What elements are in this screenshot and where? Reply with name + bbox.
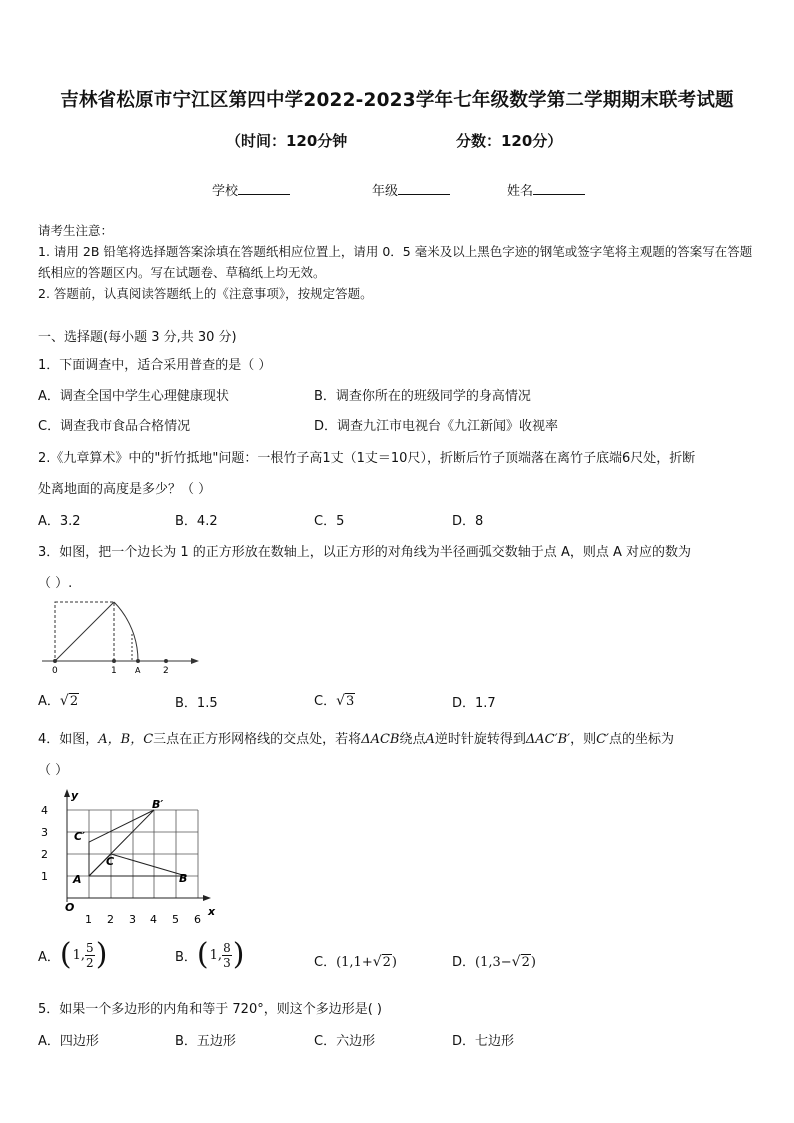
q4-option-c[interactable]: C．(1,1+√2): [314, 954, 397, 970]
q2-option-a[interactable]: A．3.2: [38, 514, 81, 529]
q4-option-b[interactable]: B． ( 1 , $\frac{8}{3}$ ): [175, 937, 245, 972]
q5-stem: 5．如果一个多边形的内角和等于 720°，则这个多边形是( ): [38, 1002, 382, 1017]
q4-option-d-pre: (1,3−: [475, 955, 512, 970]
q3-label-1: 1: [111, 666, 117, 676]
q4-stem-line1: [38, 728, 674, 747]
q1-option-d[interactable]: D．调查九江市电视台《九江新闻》收视率: [314, 419, 559, 434]
q3-stem-line1: 3．如图，把一个边长为 1 的正方形放在数轴上，以正方形的对角线为半径画弧交数轴于点 A，则点 A 对应的数为: [38, 545, 691, 560]
notice-item-2: 2. 答题前，认真阅读答题纸上的《注意事项》，按规定答题。: [38, 286, 373, 301]
q4-stem-line2: （ ）: [38, 763, 69, 778]
q3-dot-a: [136, 659, 140, 663]
q4-text-f: 点的坐标为: [609, 732, 675, 747]
q3-dot-1: [112, 659, 116, 663]
q4-option-a-fraction: [85, 941, 95, 970]
q5-option-d[interactable]: D．七边形: [452, 1034, 515, 1049]
q3-option-c-radicand: 3: [346, 694, 355, 709]
q4-ytick-2: 2: [41, 848, 48, 861]
q4-option-c-post: ): [391, 955, 397, 970]
q2-option-b[interactable]: B．4.2: [175, 514, 218, 529]
q4-label-b-prime: B′: [152, 798, 164, 811]
q4-option-b-den: 3: [223, 955, 231, 970]
q4-y-label: y: [71, 789, 79, 802]
q3-option-c-label: C．: [314, 694, 337, 709]
q4-option-d-post: ): [530, 955, 536, 970]
q2-option-d[interactable]: D．8: [452, 514, 484, 529]
q4-triangle-rotated: ΔAC′B′: [525, 732, 571, 747]
q3-dot-2: [164, 659, 168, 663]
q4-xtick-3: 3: [129, 913, 136, 926]
q3-option-b[interactable]: B．1.5: [175, 696, 218, 711]
q4-label-c: C: [106, 855, 115, 868]
q4-xtick-2: 2: [107, 913, 114, 926]
q4-option-a-num: 5: [86, 940, 94, 955]
q4-option-c-pre: (1,1+: [336, 955, 373, 970]
q4-option-a[interactable]: A． ( 1 , $\frac{5}{2}$ ): [38, 937, 108, 972]
q4-triangle-acb: ΔACB: [361, 732, 400, 747]
q4-pivot: A: [425, 732, 435, 747]
q4-option-b-int: 1: [209, 947, 218, 963]
q4-y-arrow: [64, 789, 70, 797]
q3-stem-line2: （ ）.: [38, 576, 73, 591]
notice-item-1: 1. 请用 2B 铅笔将选择题答案涂填在答题纸相应位置上，请用 0．5 毫米及以上黑色字迹的钢笔或签字笔将主观题的答案写在答题纸相应的答题区内。写在试题卷、草稿纸上均无效。: [38, 244, 753, 280]
school-blank[interactable]: [238, 182, 290, 195]
q3-label-2: 2: [163, 666, 169, 676]
q1-option-c[interactable]: C．调查我市食品合格情况: [38, 419, 191, 434]
q4-label-c-prime: C′: [74, 830, 85, 843]
q4-xtick-5: 5: [172, 913, 179, 926]
grade-blank[interactable]: [398, 182, 450, 195]
exam-time: （时间：120分钟: [226, 132, 348, 150]
grade-field: [372, 180, 450, 199]
q5-option-c[interactable]: C．六边形: [314, 1034, 376, 1049]
school-label: 学校: [212, 184, 239, 199]
q3-arc: [114, 602, 138, 661]
q4-ytick-3: 3: [41, 826, 48, 839]
notice-block: [38, 220, 760, 304]
q3-option-a-radicand: 2: [69, 694, 79, 709]
name-label: 姓名: [507, 184, 534, 199]
q4-triangle-rotated-shape: [89, 810, 154, 876]
q4-option-b-label: B．: [175, 949, 197, 965]
exam-title: 吉林省松原市宁江区第四中学2022-2023学年七年级数学第二学期期末联考试题: [60, 90, 734, 111]
q4-label-b: B: [179, 872, 188, 885]
q3-label-0: 0: [52, 666, 58, 676]
q3-option-c[interactable]: C．√3: [314, 693, 355, 709]
name-field: [507, 180, 585, 199]
name-blank[interactable]: [533, 182, 585, 195]
q3-option-a-label: A．: [38, 694, 60, 709]
q3-diagonal: [55, 602, 114, 661]
q2-stem-line1: 2.《九章算术》中的"折竹抵地"问题：一根竹子高1丈（1丈＝10尺），折断后竹子顶端落在离竹子底端6尺处，折断: [38, 451, 696, 466]
q4-option-a-int: 1: [72, 947, 81, 963]
q5-option-b[interactable]: B．五边形: [175, 1034, 236, 1049]
q4-triangle-acb-shape: [89, 854, 186, 876]
q4-option-b-num: 8: [223, 940, 231, 955]
school-field: [212, 180, 290, 199]
q4-option-d[interactable]: D．(1,3−√2): [452, 954, 536, 970]
q4-option-b-fraction: [222, 941, 232, 970]
q4-points: A，B，C: [98, 732, 154, 747]
grade-label: 年级: [372, 184, 399, 199]
q4-text-c: 绕点: [399, 732, 426, 747]
q3-arrow: [191, 658, 199, 664]
q3-number-line-figure: [36, 596, 206, 678]
q4-xtick-6: 6: [194, 913, 201, 926]
q4-label-a: A: [73, 873, 82, 886]
q4-point-c-prime: C′: [596, 732, 609, 747]
q4-xtick-4: 4: [150, 913, 157, 926]
q4-option-a-label: A．: [38, 949, 60, 965]
q3-dot-0: [53, 659, 57, 663]
q4-grid-figure: [36, 784, 226, 926]
q4-xtick-1: 1: [85, 913, 92, 926]
q2-stem-line2: 处离地面的高度是多少？（ ）: [38, 482, 212, 497]
q1-stem: 1．下面调查中，适合采用普查的是（ ）: [38, 358, 272, 373]
q3-option-a[interactable]: A．√2: [38, 693, 79, 709]
q4-option-a-den: 2: [86, 955, 94, 970]
q1-option-a[interactable]: A．调查全国中学生心理健康现状: [38, 389, 229, 404]
q4-option-d-label: D．: [452, 955, 476, 970]
q3-option-d[interactable]: D．1.7: [452, 696, 496, 711]
q4-text-e: ，则: [570, 732, 597, 747]
q4-option-c-radicand: 2: [382, 955, 391, 970]
q4-ytick-1: 1: [41, 870, 48, 883]
q4-text-d: 逆时针旋转得到: [434, 732, 526, 747]
q1-option-b[interactable]: B．调查你所在的班级同学的身高情况: [314, 389, 531, 404]
q5-option-a[interactable]: A．四边形: [38, 1034, 99, 1049]
q2-option-c[interactable]: C．5: [314, 514, 345, 529]
q4-option-d-radicand: 2: [521, 955, 530, 970]
q4-option-c-label: C．: [314, 955, 337, 970]
q4-ytick-4: 4: [41, 804, 48, 817]
q4-origin-label: O: [65, 901, 75, 914]
q4-text-a: 4．如图，: [38, 732, 99, 747]
q4-x-label: x: [208, 905, 216, 918]
exam-score: 分数：120分）: [456, 132, 563, 150]
q4-text-b: 三点在正方形网格线的交点处，若将: [153, 732, 362, 747]
notice-heading: 请考生注意：: [38, 223, 114, 238]
q3-label-a: A: [135, 666, 141, 675]
section-title: 一、选择题(每小题 3 分,共 30 分): [38, 330, 237, 345]
q4-x-arrow: [203, 895, 211, 901]
